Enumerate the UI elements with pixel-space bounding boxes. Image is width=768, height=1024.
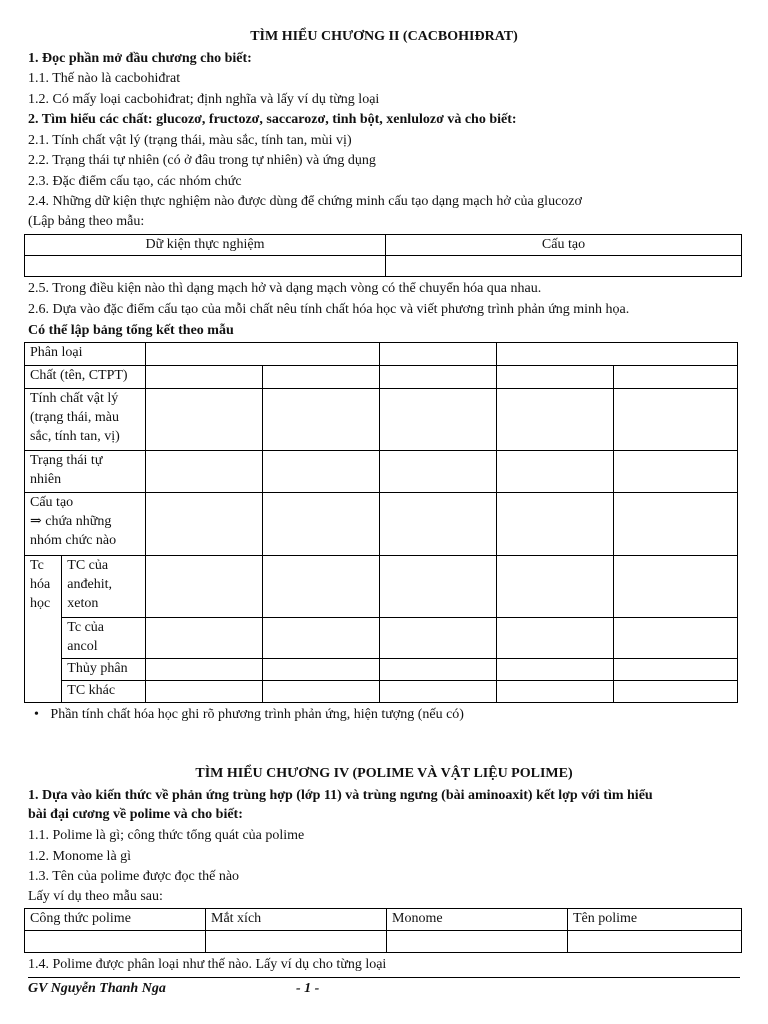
- table-cell: [146, 659, 263, 681]
- ch4-item-1-4: 1.4. Polime được phân loại như thế nào. Lấy ví dụ cho từng loại: [28, 957, 387, 972]
- table-cell: [263, 451, 380, 493]
- chapter2-title: TÌM HIỂU CHƯƠNG II (CACBOHIĐRAT): [250, 29, 518, 44]
- chapter4-title: TÌM HIỂU CHƯƠNG IV (POLIME VÀ VẬT LIỆU POLIME): [195, 766, 573, 781]
- ch4-item-1-3: 1.3. Tên của polime được đọc thế nào: [28, 869, 240, 884]
- summary-heading: Có thể lập bảng tổng kết theo mẫu: [28, 323, 234, 338]
- table-cell: [614, 659, 738, 681]
- bullet-icon: •: [34, 707, 39, 722]
- row-label: [62, 618, 146, 659]
- ch4-section-1-heading: 1. Dựa vào kiến thức về phản ứng trùng hợp (lớp 11) và trùng ngưng (bài aminoaxit) kết lợp với tìm hiểu: [28, 788, 653, 803]
- row-label-line: Cấu tạo: [30, 495, 74, 510]
- table-cell: [497, 366, 614, 389]
- ch4-section-1-heading-cont: bài đại cương về polime và cho biết:: [28, 807, 243, 822]
- row-label-line: sắc, tính tan, vị): [30, 429, 120, 444]
- table-cell: [263, 493, 380, 556]
- table-cell: [146, 556, 263, 618]
- table-header: Monome: [387, 909, 568, 931]
- table-cell: [263, 366, 380, 389]
- item-2-4: 2.4. Những dữ kiện thực nghiệm nào được dùng để chứng minh cấu tạo dạng mạch hở của glucozơ: [28, 194, 582, 209]
- item-2-1: 2.1. Tính chất vật lý (trạng thái, màu sắc, tính tan, mùi vị): [28, 133, 352, 148]
- row-label-line: Tính chất vật lý: [30, 391, 119, 406]
- row-label: [25, 451, 146, 493]
- page-number: - 1 -: [296, 981, 320, 996]
- table-cell: [614, 681, 738, 703]
- item-1-1: 1.1. Thế nào là cacbohiđrat: [28, 71, 181, 86]
- item-1-2: 1.2. Có mấy loại cacbohiđrat; định nghĩa và lấy ví dụ từng loại: [28, 92, 380, 107]
- table-cell: [614, 618, 738, 659]
- row-group-label: [25, 556, 62, 703]
- table-cell: [568, 931, 742, 953]
- table-cell: [263, 659, 380, 681]
- table-cell: [146, 681, 263, 703]
- table-cell: [497, 556, 614, 618]
- table-cell: [380, 618, 497, 659]
- table-cell: [497, 493, 614, 556]
- table-cell: [380, 451, 497, 493]
- table-cell: [25, 931, 206, 953]
- table-cell: [380, 681, 497, 703]
- table-cell: [497, 659, 614, 681]
- table-cell: [146, 618, 263, 659]
- footer-author: GV Nguyễn Thanh Nga: [28, 981, 166, 996]
- table-header: Dữ kiện thực nghiệm: [25, 235, 386, 256]
- row-label: Phân loại: [25, 343, 146, 366]
- row-label-line: ⇒ chứa những: [30, 514, 112, 529]
- table-header: Tên polime: [568, 909, 742, 931]
- table-cell: [146, 389, 263, 451]
- row-label-line: ancol: [67, 639, 98, 654]
- table-cell: [614, 493, 738, 556]
- table-cell: [380, 366, 497, 389]
- section-1-heading: 1. Đọc phần mở đầu chương cho biết:: [28, 51, 252, 66]
- table-cell: [25, 256, 386, 277]
- table-cell: [614, 366, 738, 389]
- table-cell: [497, 451, 614, 493]
- table-cell: [380, 343, 497, 366]
- row-label-line: học: [30, 596, 51, 611]
- item-2-6: 2.6. Dựa vào đặc điểm cấu tạo của mỗi chất nêu tính chất hóa học và viết phương trình phản ứng minh họa.: [28, 302, 630, 317]
- row-label: Thủy phân: [62, 659, 146, 681]
- table-cell: [146, 493, 263, 556]
- row-label-line: nhiên: [30, 472, 62, 487]
- row-label-line: xeton: [67, 596, 99, 611]
- table-cell: [263, 389, 380, 451]
- note-text: Phần tính chất hóa học ghi rõ phương trình phản ứng, hiện tượng (nếu có): [50, 707, 464, 722]
- table-cell: [380, 493, 497, 556]
- table-cell: [614, 451, 738, 493]
- experiment-table: [24, 234, 742, 277]
- ch4-item-1-1: 1.1. Polime là gì; công thức tổng quát của polime: [28, 828, 305, 843]
- table-cell: [380, 389, 497, 451]
- item-2-4-note: (Lập bảng theo mẫu:: [28, 214, 145, 229]
- note-item: [34, 706, 464, 724]
- table-cell: [263, 556, 380, 618]
- table-cell: [614, 556, 738, 618]
- summary-table: [24, 342, 738, 703]
- table-cell: [497, 343, 738, 366]
- row-label-line: (trạng thái, màu: [30, 410, 120, 425]
- row-label-line: hóa: [30, 577, 51, 592]
- table-cell: [146, 343, 380, 366]
- row-label: [25, 389, 146, 451]
- table-cell: [614, 389, 738, 451]
- table-cell: [387, 931, 568, 953]
- row-label: [62, 556, 146, 618]
- row-label-line: Tc của: [67, 620, 105, 635]
- table-header: Mắt xích: [206, 909, 387, 931]
- item-2-5: 2.5. Trong điều kiện nào thì dạng mạch hở và dạng mạch vòng có thể chuyển hóa qua nhau.: [28, 281, 542, 296]
- row-label: TC khác: [62, 681, 146, 703]
- table-cell: [146, 451, 263, 493]
- table-cell: [146, 366, 263, 389]
- table-header: Công thức polime: [25, 909, 206, 931]
- row-label-line: anđehit,: [67, 577, 113, 592]
- polymer-table: [24, 908, 742, 953]
- row-label-line: nhóm chức nào: [30, 533, 117, 548]
- ch4-item-1-2: 1.2. Monome là gì: [28, 849, 132, 864]
- item-2-3: 2.3. Đặc điểm cấu tạo, các nhóm chức: [28, 174, 242, 189]
- table-cell: [497, 681, 614, 703]
- table-cell: [380, 659, 497, 681]
- row-label-line: Trạng thái tự: [30, 453, 103, 468]
- table-cell: [386, 256, 742, 277]
- section-2-heading: 2. Tìm hiểu các chất: glucozơ, fructozơ, saccarozơ, tinh bột, xenlulozơ và cho biết:: [28, 112, 517, 127]
- table-cell: [263, 618, 380, 659]
- row-label-line: TC của: [67, 558, 109, 573]
- ch4-example-label: Lấy ví dụ theo mẫu sau:: [28, 889, 163, 904]
- table-cell: [206, 931, 387, 953]
- row-label-line: Tc: [30, 558, 44, 573]
- table-cell: [497, 389, 614, 451]
- item-2-2: 2.2. Trạng thái tự nhiên (có ở đâu trong tự nhiên) và ứng dụng: [28, 153, 376, 168]
- row-label: Chất (tên, CTPT): [25, 366, 146, 389]
- footer-divider: [28, 977, 740, 978]
- table-cell: [380, 556, 497, 618]
- table-header: Cấu tạo: [386, 235, 742, 256]
- table-cell: [263, 681, 380, 703]
- table-cell: [497, 618, 614, 659]
- row-label: [25, 493, 146, 556]
